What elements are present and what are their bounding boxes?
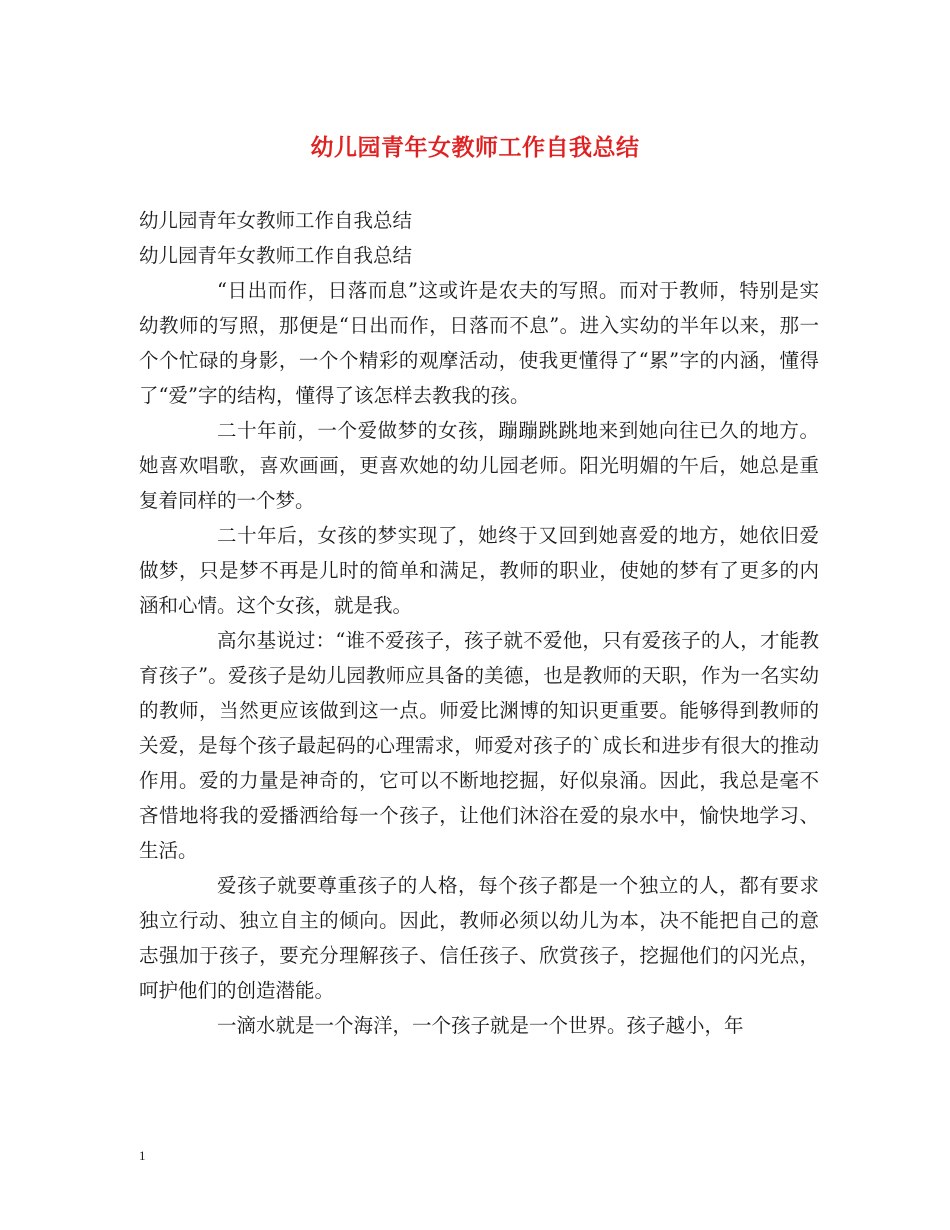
paragraph: 二十年前，一个爱做梦的女孩，蹦蹦跳跳地来到她向往已久的地方。她喜欢唱歌，喜欢画画，更喜欢她的幼儿园老师。阳光明媚的午后，她总是重复着同样的一个梦。 bbox=[139, 419, 819, 512]
paragraph: 高尔基说过：“谁不爱孩子，孩子就不爱他，只有爱孩子的人，才能教育孩子”。爱孩子是幼儿园教师应具备的美德，也是教师的天职，作为一名实幼的教师，当然更应该做到这一点。师爱比渊博的知识更重要。能够得到教师的关爱，是每个孩子最起码的心理需求，师爱对孩子的`成长和进步有很大的推动作用。爱的力量是神奇的，它可以不断地挖掘，好似泉涌。因此，我总是毫不吝惜地将我的爱播洒给每一个孩子，让他们沐浴在爱的泉水中，愉快地学习、生活。 bbox=[139, 629, 819, 862]
paragraph: 爱孩子就要尊重孩子的人格，每个孩子都是一个独立的人，都有要求独立行动、独立自主的倾向。因此，教师必须以幼儿为本，决不能把自己的意志强加于孩子，要充分理解孩子、信任孩子、欣赏孩子，挖掘他们的闪光点，呵护他们的创造潜能。 bbox=[139, 874, 819, 1002]
paragraph: “日出而作，日落而息”这或许是农夫的写照。而对于教师，特别是实幼教师的写照，那便是“日出而作，日落而不息”。进入实幼的半年以来，那一个个忙碌的身影，一个个精彩的观摩活动，使我更懂得了“累”字的内涵，懂得了“爱”字的结构，懂得了该怎样去教我的孩。 bbox=[139, 279, 819, 407]
paragraph: 二十年后，女孩的梦实现了，她终于又回到她喜爱的地方，她依旧爱做梦，只是梦不再是儿时的简单和满足，教师的职业，使她的梦有了更多的内涵和心情。这个女孩，就是我。 bbox=[139, 524, 819, 617]
page-number: 1 bbox=[139, 1148, 146, 1163]
subtitle-line: 幼儿园青年女教师工作自我总结 bbox=[139, 244, 413, 267]
document-body bbox=[139, 203, 819, 1043]
subtitle-line: 幼儿园青年女教师工作自我总结 bbox=[139, 209, 413, 232]
paragraph: 一滴水就是一个海洋，一个孩子就是一个世界。孩子越小，年 bbox=[217, 1014, 744, 1037]
document-title: 幼儿园青年女教师工作自我总结 bbox=[310, 134, 640, 161]
